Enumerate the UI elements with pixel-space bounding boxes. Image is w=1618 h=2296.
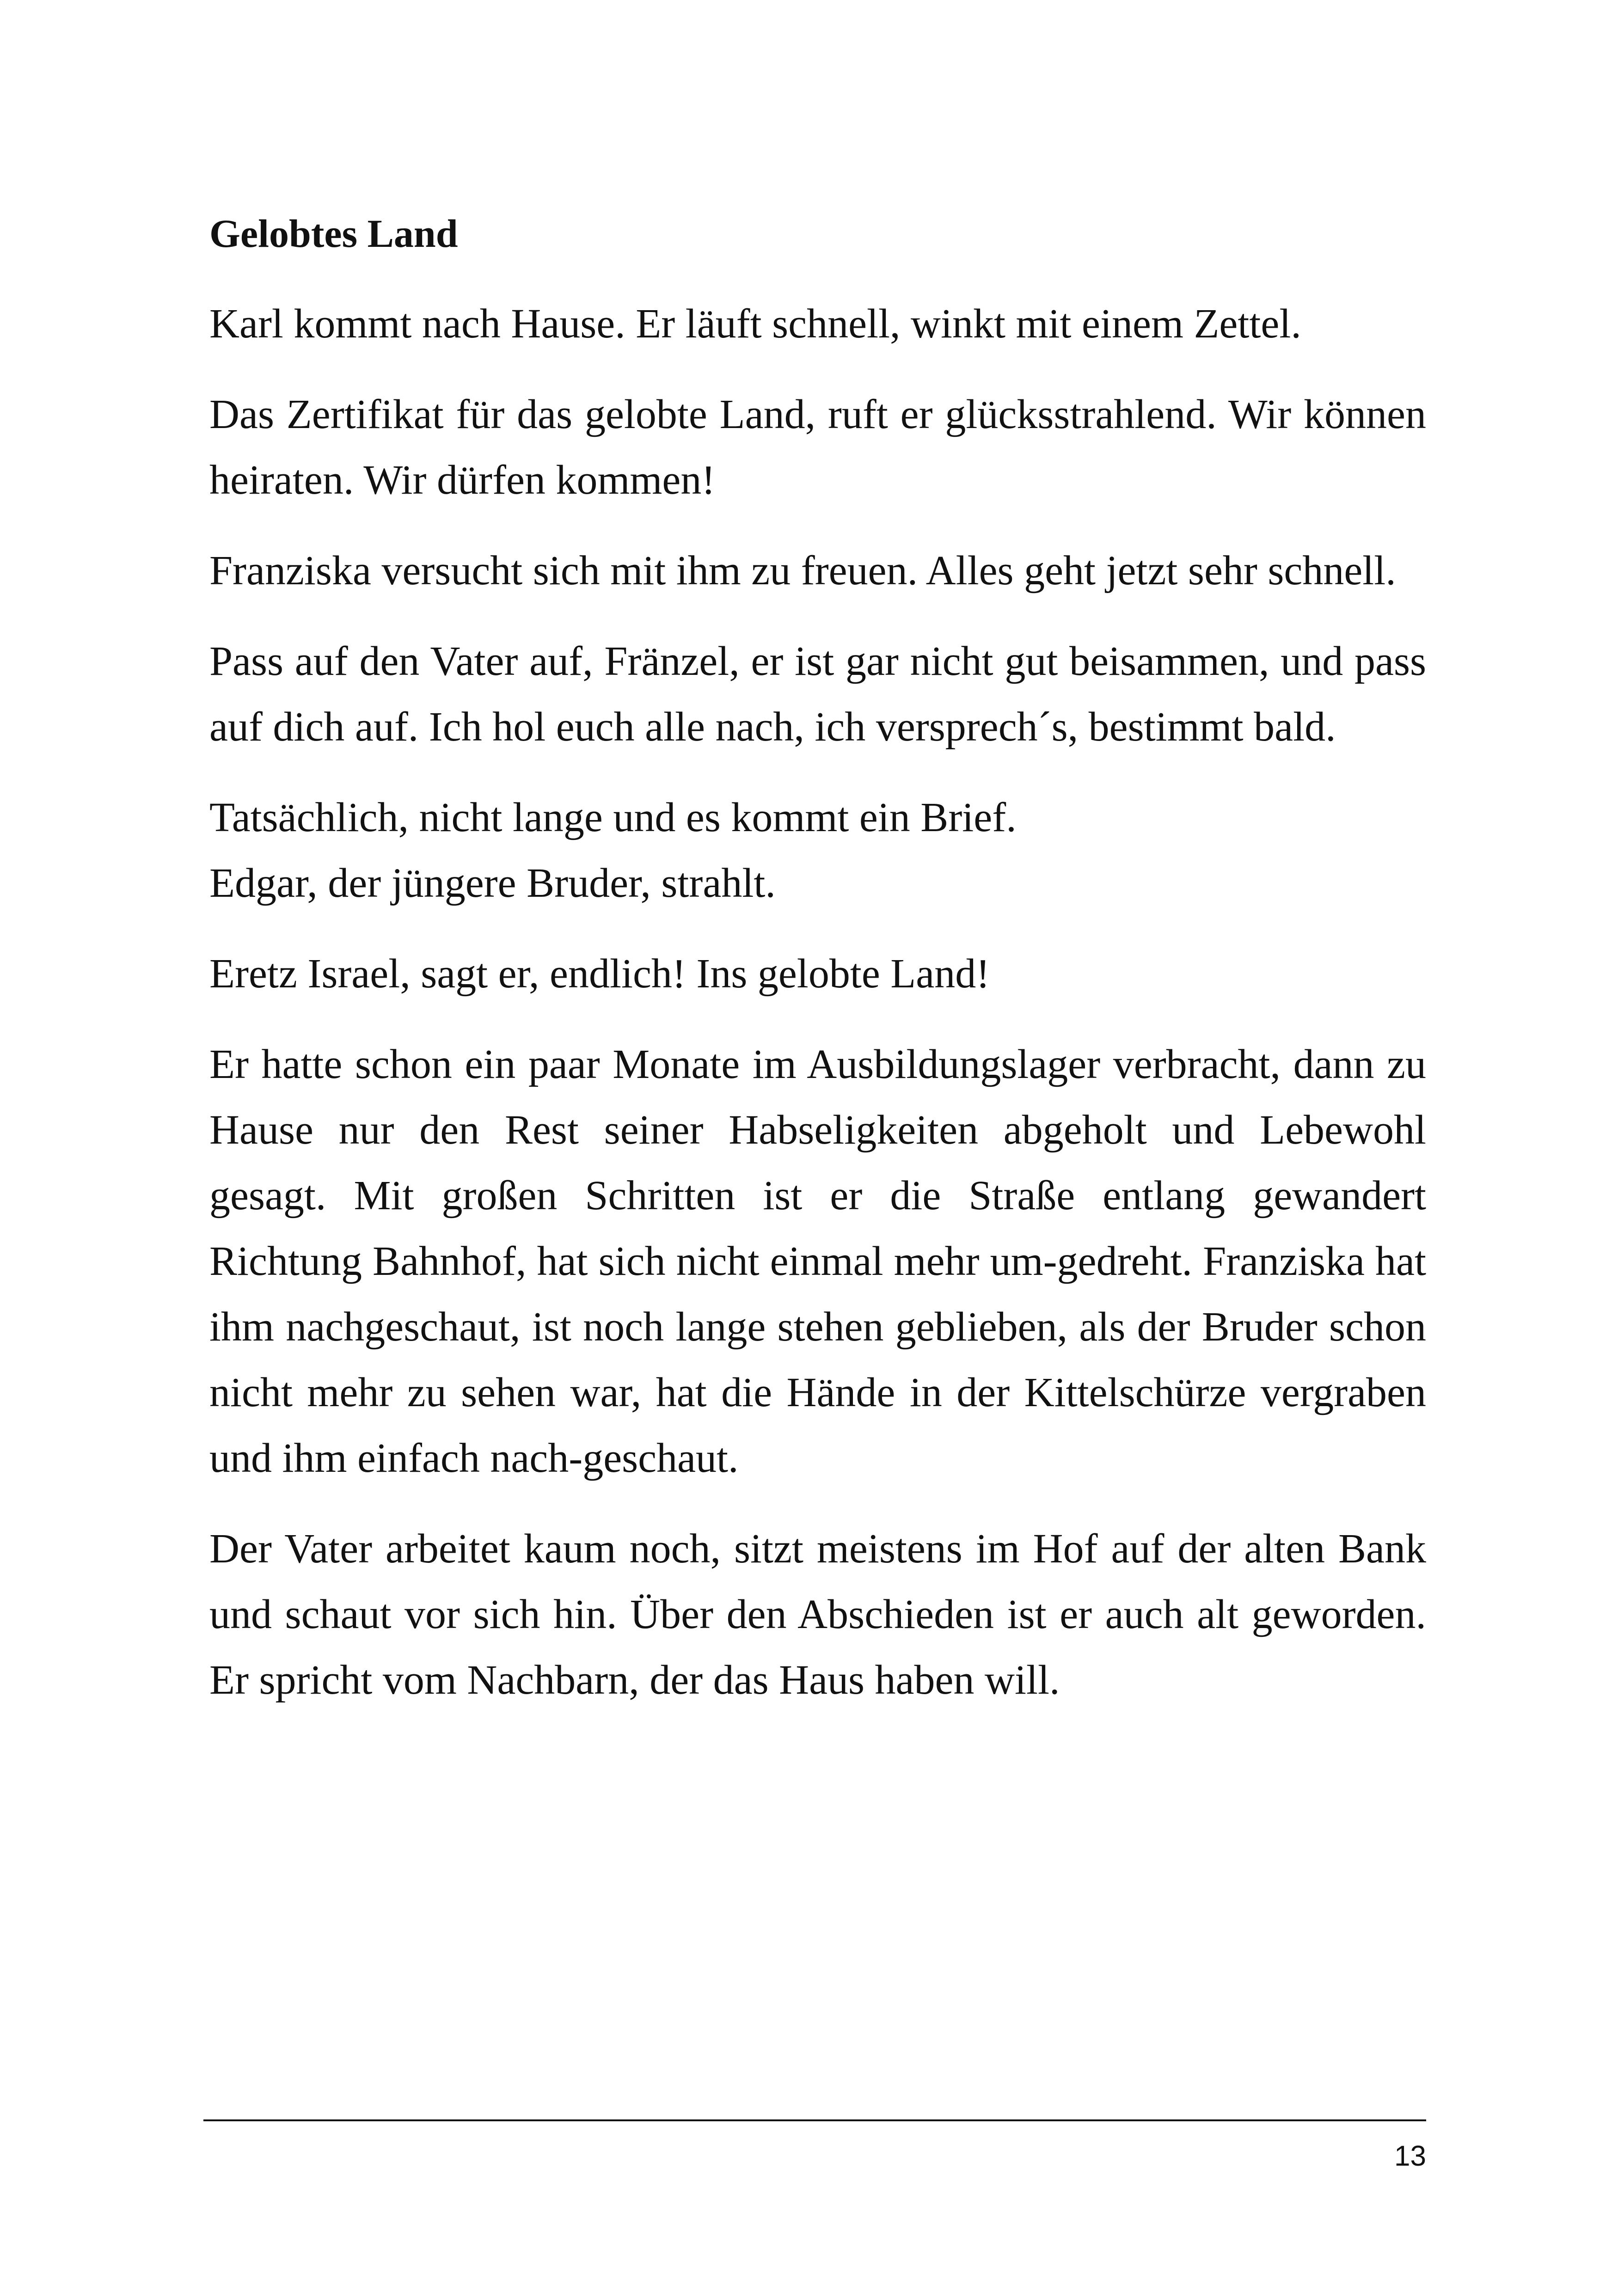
paragraph: Das Zertifikat für das gelobte Land, ruft er glücksstrahlend. Wir können heiraten. Wir dürfen kommen! <box>209 392 1426 503</box>
page-number: 13 <box>1394 2140 1426 2172</box>
chapter-title: Gelobtes Land <box>209 211 458 256</box>
paragraph: Tatsächlich, nicht lange und es kommt ein Brief. <box>209 795 1017 840</box>
paragraph: Er hatte schon ein paar Monate im Ausbildungslager verbracht, dann zu Hause nur den Rest seiner Habseligkeiten abgeholt und Lebewohl gesagt. Mit großen Schritten ist er die Straße entlang gewandert Richtung Bahnhof, hat sich nicht einmal mehr um-gedreht. Franziska hat ihm nachgeschaut, ist noch lange stehen geblieben, als der Bruder schon nicht mehr zu sehen war, hat die Hände in der Kittelschürze vergraben und ihm einfach nach-geschaut. <box>209 1041 1426 1481</box>
page-content <box>209 208 1426 1738</box>
paragraph: Eretz Israel, sagt er, endlich! Ins gelobte Land! <box>209 951 990 997</box>
paragraph: Karl kommt nach Hause. Er läuft schnell, winkt mit einem Zettel. <box>209 301 1301 347</box>
paragraph: Der Vater arbeitet kaum noch, sitzt meistens im Hof auf der alten Bank und schaut vor sich hin. Über den Abschieden ist er auch alt geworden. Er spricht vom Nachbarn, der das Haus haben will. <box>209 1526 1426 1703</box>
paragraph: Franziska versucht sich mit ihm zu freuen. Alles geht jetzt sehr schnell. <box>209 548 1396 594</box>
paragraph: Edgar, der jüngere Bruder, strahlt. <box>209 860 776 906</box>
paragraph: Pass auf den Vater auf, Fränzel, er ist gar nicht gut beisammen, und pass auf dich auf. Ich hol euch alle nach, ich versprech´s, bestimmt bald. <box>209 638 1426 750</box>
footer-divider <box>203 2119 1426 2121</box>
